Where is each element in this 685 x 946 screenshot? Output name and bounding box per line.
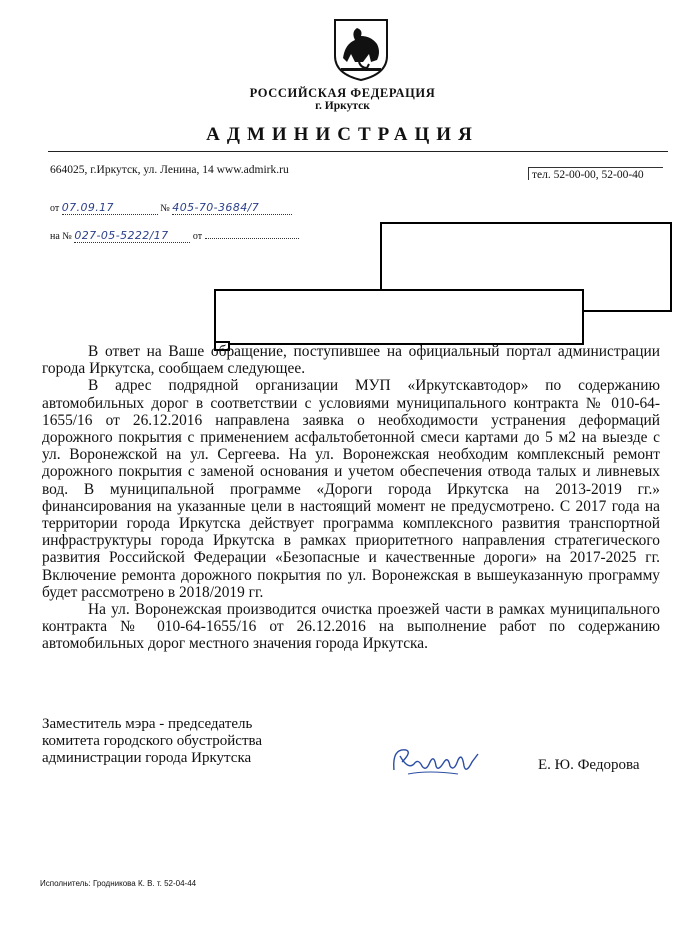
- in-reply-value: 027-05-5222/17: [74, 229, 190, 243]
- executor-note: Исполнитель: Гродникова К. В. т. 52-04-44: [40, 879, 197, 888]
- federation-title: РОССИЙСКАЯ ФЕДЕРАЦИЯ: [249, 86, 436, 100]
- in-reply-from-value: [205, 238, 299, 239]
- number-value: 405-70-3684/7: [172, 201, 292, 215]
- from-date-value: 07.09.17: [62, 201, 158, 215]
- signatory-name: Е. Ю. Федорова: [538, 757, 640, 773]
- header-divider: [48, 151, 668, 152]
- address-line: 664025, г.Иркутск, ул. Ленина, 14 www.admirk.ru: [50, 164, 289, 176]
- signatory-position: [42, 716, 262, 767]
- in-reply-from-label: от: [192, 231, 203, 242]
- reference-reply-row: [50, 229, 299, 243]
- position-line: комитета городского обустройства: [42, 733, 263, 749]
- letter-body: [42, 343, 660, 653]
- body-paragraph: В адрес подрядной организации МУП «Иркутскавтодор» по содержанию автомобильных дорог в соответствии с условиями муниципального контракта № 010-64-1655/16 от 26.12.2016 направлена заявка о необходимости устранения деформаций дорожного покрытия с применением асфальтобетонной смеси картами до 5 м2 на выезде с ул. Воронежской на ул. Сергеева. На ул. Воронежская необходим комплексный ремонт дорожного покрытия с заменой основания и учетом обеспечения отвода талых и ливневых вод. В муниципальной программе «Дороги города Иркутска на 2013-2019 гг.» финансирования на указанные цели в настоящий момент не предусмотрено. С 2017 года на территории города Иркутска действует программа комплексного развития транспортной инфраструктуры города Иркутска в рамках приоритетного направления стратегического развития Российской Федерации «Безопасные и качественные дороги» на 2017-2025 гг. Включение ремонта дорожного покрытия по ул. Воронежская в вышеуказанную программу будет рассмотрено в 2018/2019 гг.: [42, 377, 660, 601]
- coat-of-arms-icon: [333, 18, 389, 82]
- in-reply-label: на №: [50, 231, 72, 242]
- body-paragraph: В ответ на Ваше обращение, поступившее на официальный портал администрации города Иркутска, сообщаем следующее.: [42, 343, 660, 378]
- phone-line: тел. 52-00-00, 52-00-40: [532, 169, 644, 181]
- organization-title: АДМИНИСТРАЦИЯ: [206, 124, 479, 145]
- city-title: г. Иркутск: [315, 100, 370, 112]
- from-label: от: [50, 203, 60, 214]
- redacted-recipient-box-2: [214, 289, 584, 345]
- handwritten-signature-icon: [388, 740, 484, 782]
- reference-date-row: [50, 201, 292, 215]
- body-paragraph: На ул. Воронежская производится очистка проезжей части в рамках муниципального контракта № 010-64-1655/16 от 26.12.2016 на выполнение работ по содержанию автомобильных дорог местного значения города Иркутска.: [42, 601, 660, 653]
- number-label: №: [160, 203, 170, 214]
- position-line: администрации города Иркутска: [42, 750, 252, 766]
- position-line: Заместитель мэра - председатель: [42, 716, 253, 732]
